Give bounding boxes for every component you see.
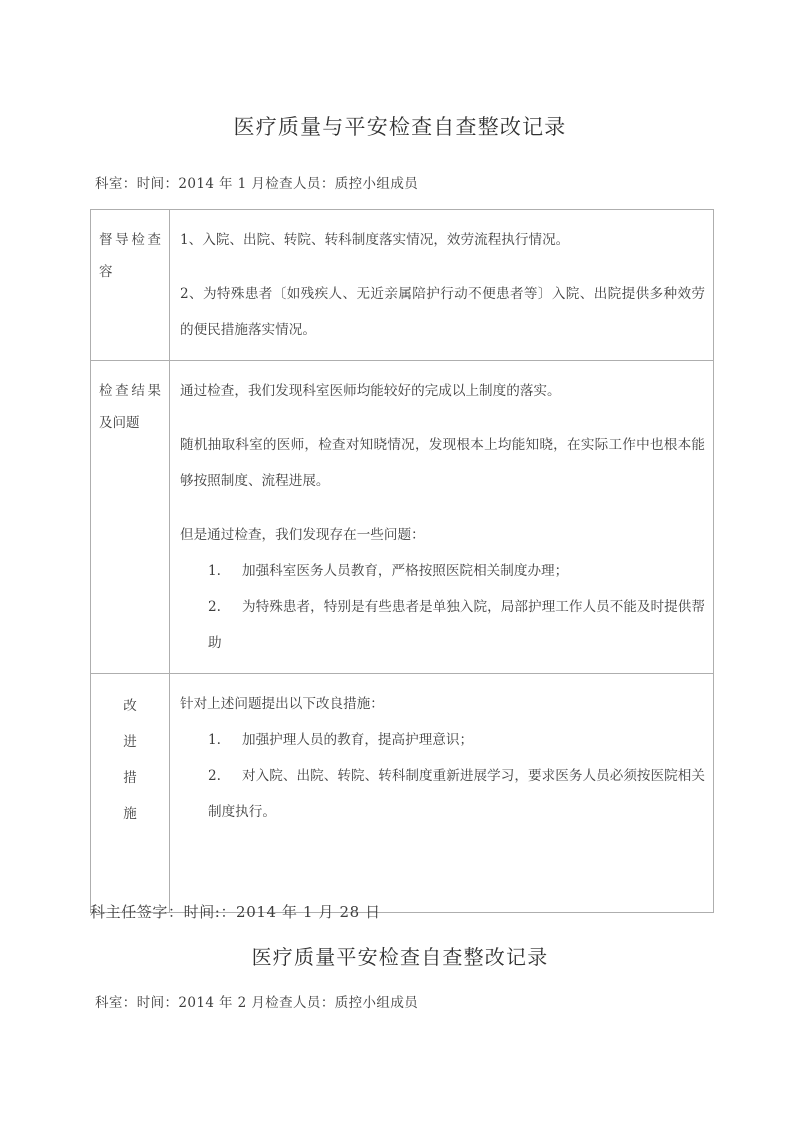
row-label-supervision-line2: 容: [99, 264, 113, 280]
table-row: [91, 674, 714, 913]
subtitle-department-time-primary: 科室：时间：2014 年 1 月检查人员：质控小组成员: [95, 176, 419, 192]
results-problem-number: 1.: [208, 563, 221, 579]
results-para-3: 但是通过检查，我们发现存在一些问题：: [180, 527, 425, 543]
row-body-cell-measures: [170, 674, 714, 913]
table-row: [91, 210, 714, 361]
row-label-measures-char: 施: [123, 806, 137, 822]
table-row: [91, 361, 714, 674]
supervision-item-1: 1、入院、出院、转院、转科制度落实情况，效劳流程执行情况。: [180, 232, 570, 248]
row-body-cell-supervision: [170, 210, 714, 361]
measures-item: [180, 722, 705, 758]
supervision-item-2: 2、为特殊患者〔如残疾人、无近亲属陪护行动不便患者等〕入院、出院提供多种效劳的便民措施落实情况。: [180, 286, 705, 338]
results-problem-text: 为特殊患者，特别是有些患者是单独入院，局部护理工作人员不能及时提供帮助: [208, 599, 705, 651]
results-problem-number: 2.: [208, 599, 221, 615]
row-label-measures-char: 改: [123, 698, 137, 714]
row-label-cell-measures: [91, 674, 170, 913]
results-problem-item: [180, 589, 705, 661]
measures-item-text: 加强护理人员的教育，提高护理意识；: [242, 732, 474, 748]
row-label-cell-supervision: [91, 210, 170, 361]
results-para-1: 通过检查，我们发现科室医师均能较好的完成以上制度的落实。: [180, 383, 561, 399]
inspection-record-table: [90, 209, 714, 913]
director-signature-line: 科主任签字：时间:：2014 年 1 月 28 日: [90, 903, 381, 921]
measures-intro: 针对上述问题提出以下改良措施：: [180, 696, 384, 712]
row-body-cell-results: [170, 361, 714, 674]
measures-item-number: 1.: [208, 732, 221, 748]
row-label-supervision-line1: 督导检查: [99, 232, 161, 248]
page-title-secondary: 医疗质量平安检查自查整改记录: [251, 945, 549, 969]
results-para-2: 随机抽取科室的医师，检查对知晓情况，发现根本上均能知晓，在实际工作中也根本能够按照制度、流程进展。: [180, 437, 705, 489]
subtitle-department-time-secondary: 科室：时间：2014 年 2 月检查人员：质控小组成员: [95, 995, 419, 1011]
row-label-measures-stack: [99, 688, 161, 832]
row-label-results-line2: 及问题: [99, 415, 140, 431]
results-problem-item: [180, 553, 705, 589]
results-problem-text: 加强科室医务人员教育，严格按照医院相关制度办理；: [242, 563, 569, 579]
row-label-results-line1: 检查结果: [99, 383, 161, 399]
row-label-cell-results: [91, 361, 170, 674]
row-label-measures-char: 措: [123, 770, 137, 786]
measures-item: [180, 758, 705, 830]
measures-item-text: 对入院、出院、转院、转科制度重新进展学习，要求医务人员必须按医院相关制度执行。: [208, 768, 705, 820]
page-title-primary: 医疗质量与平安检查自查整改记录: [233, 115, 567, 139]
measures-item-number: 2.: [208, 768, 221, 784]
row-label-measures-char: 进: [123, 734, 137, 750]
